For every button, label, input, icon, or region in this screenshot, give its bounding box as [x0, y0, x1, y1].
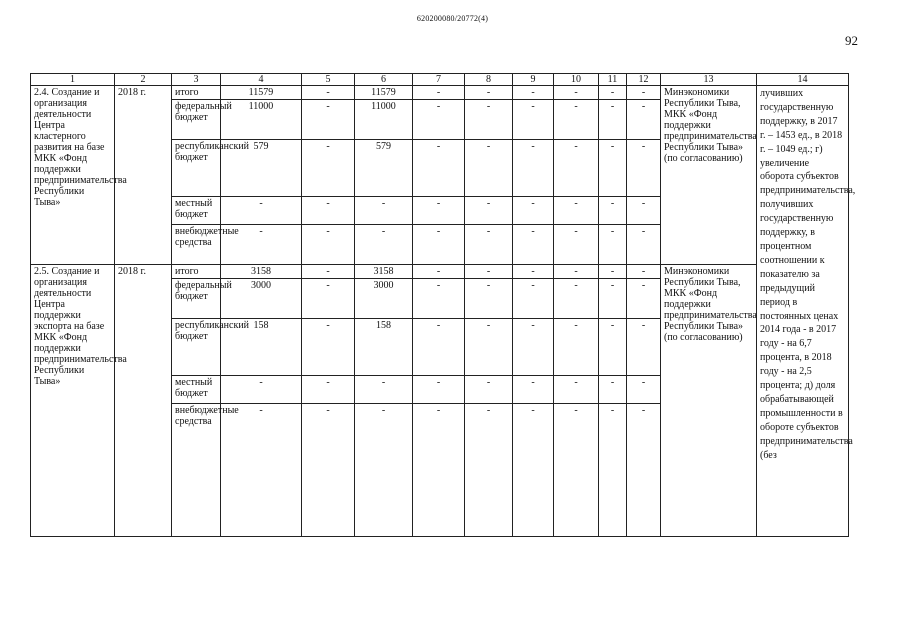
value-cell: - [465, 197, 513, 225]
source-cell: местный бюджет [172, 376, 221, 404]
value-cell: - [413, 100, 465, 140]
source-cell: внебюджетные средства [172, 225, 221, 265]
value-cell: - [413, 279, 465, 319]
value-cell: - [599, 265, 627, 279]
value-cell: - [554, 225, 599, 265]
header-cell: 8 [465, 74, 513, 86]
source-cell: внебюджетные средства [172, 404, 221, 537]
value-cell: - [465, 279, 513, 319]
value-cell: - [554, 140, 599, 197]
value-cell: - [302, 197, 355, 225]
header-cell: 5 [302, 74, 355, 86]
value-cell: - [513, 319, 554, 376]
header-cell: 1 [31, 74, 115, 86]
year-cell: 2018 г. [115, 86, 172, 265]
value-cell: 579 [221, 140, 302, 197]
value-cell: - [599, 140, 627, 197]
value-cell: - [355, 197, 413, 225]
header-cell: 14 [757, 74, 849, 86]
executor-cell: Минэкономики Республики Тыва, МКК «Фонд поддержки предпринимательства Республики Тыва» (по согласованию) [661, 86, 757, 265]
source-cell: федеральный бюджет [172, 100, 221, 140]
value-cell: - [413, 225, 465, 265]
value-cell: - [221, 376, 302, 404]
value-cell: 3000 [221, 279, 302, 319]
source-cell: итого [172, 265, 221, 279]
value-cell: - [302, 376, 355, 404]
value-cell: - [627, 225, 661, 265]
value-cell: - [355, 225, 413, 265]
value-cell: - [627, 376, 661, 404]
value-cell: 11579 [221, 86, 302, 100]
value-cell: - [599, 86, 627, 100]
header-cell: 12 [627, 74, 661, 86]
value-cell: - [554, 319, 599, 376]
program-table [30, 73, 856, 537]
value-cell: - [302, 404, 355, 537]
value-cell: - [302, 265, 355, 279]
header-cell: 10 [554, 74, 599, 86]
value-cell: - [465, 319, 513, 376]
value-cell: - [627, 279, 661, 319]
value-cell: - [413, 86, 465, 100]
value-cell: - [627, 100, 661, 140]
value-cell: - [554, 376, 599, 404]
value-cell: - [302, 279, 355, 319]
value-cell: - [513, 404, 554, 537]
value-cell: - [627, 404, 661, 537]
value-cell: - [355, 404, 413, 537]
value-cell: 3158 [221, 265, 302, 279]
value-cell: 3158 [355, 265, 413, 279]
source-cell: республиканский бюджет [172, 140, 221, 197]
value-cell: - [355, 376, 413, 404]
value-cell: - [302, 140, 355, 197]
executor-cell: Минэкономики Республики Тыва, МКК «Фонд поддержки предпринимательства Республики Тыва» (по согласованию) [661, 265, 757, 537]
value-cell: - [465, 265, 513, 279]
value-cell: - [302, 86, 355, 100]
source-cell: местный бюджет [172, 197, 221, 225]
value-cell: - [513, 100, 554, 140]
value-cell: - [413, 197, 465, 225]
activity-cell: 2.4. Создание и организация деятельности Центра кластерного развития на базе МКК «Фонд поддержки предпринимательства Республики Тыва» [31, 86, 115, 265]
value-cell: - [599, 197, 627, 225]
value-cell: - [513, 86, 554, 100]
header-cell: 3 [172, 74, 221, 86]
table-row [31, 86, 849, 100]
value-cell: - [554, 100, 599, 140]
value-cell: - [413, 265, 465, 279]
value-cell: - [413, 140, 465, 197]
header-cell: 11 [599, 74, 627, 86]
value-cell: - [513, 140, 554, 197]
value-cell: - [599, 225, 627, 265]
value-cell: - [302, 100, 355, 140]
source-cell: федеральный бюджет [172, 279, 221, 319]
value-cell: - [513, 197, 554, 225]
value-cell: - [465, 376, 513, 404]
header-cell: 2 [115, 74, 172, 86]
value-cell: - [513, 265, 554, 279]
value-cell: - [554, 265, 599, 279]
table-row [31, 265, 849, 279]
value-cell: - [513, 225, 554, 265]
value-cell: - [599, 100, 627, 140]
page-number: 92 [845, 33, 858, 48]
value-cell: - [554, 279, 599, 319]
value-cell: - [413, 319, 465, 376]
value-cell: - [221, 404, 302, 537]
value-cell: - [302, 225, 355, 265]
value-cell: 579 [355, 140, 413, 197]
header-cell: 9 [513, 74, 554, 86]
value-cell: - [465, 404, 513, 537]
activity-cell: 2.5. Создание и организация деятельности Центра поддержки экспорта на базе МКК «Фонд поддержки предпринимательства Республики Тыва» [31, 265, 115, 537]
value-cell: - [627, 86, 661, 100]
value-cell: - [627, 197, 661, 225]
value-cell: 3000 [355, 279, 413, 319]
value-cell: - [599, 376, 627, 404]
value-cell: - [599, 319, 627, 376]
value-cell: - [221, 197, 302, 225]
value-cell: - [302, 319, 355, 376]
indicator-text-cell: лучивших государственную поддержку, в 2017 г. – 1453 ед., в 2018 г. – 1049 ед.; г) увеличение оборота субъектов предпринимательства, получивших государственную поддержку, в процентном соотношении к показателю за предыдущий период в постоянных ценах 2014 года - в 2017 году - на 6,7 процента, в 2018 году - на 2,5 процента; д) доля обрабатывающей промышленности в обороте субъектов предпринимательства (без [757, 86, 849, 537]
value-cell: - [554, 404, 599, 537]
value-cell: 158 [355, 319, 413, 376]
value-cell: 158 [221, 319, 302, 376]
header-cell: 6 [355, 74, 413, 86]
value-cell: - [413, 376, 465, 404]
value-cell: - [599, 279, 627, 319]
value-cell: - [465, 100, 513, 140]
header-cell: 13 [661, 74, 757, 86]
value-cell: - [465, 225, 513, 265]
value-cell: - [627, 265, 661, 279]
value-cell: - [221, 225, 302, 265]
value-cell: 11000 [221, 100, 302, 140]
value-cell: - [554, 197, 599, 225]
header-cell: 7 [413, 74, 465, 86]
value-cell: 11000 [355, 100, 413, 140]
value-cell: - [627, 319, 661, 376]
source-cell: итого [172, 86, 221, 100]
value-cell: - [599, 404, 627, 537]
document-code: 620200080/20772(4) [416, 14, 489, 23]
value-cell: 11579 [355, 86, 413, 100]
header-row [31, 74, 849, 86]
value-cell: - [465, 140, 513, 197]
value-cell: - [413, 404, 465, 537]
year-cell: 2018 г. [115, 265, 172, 537]
header-cell: 4 [221, 74, 302, 86]
source-cell: республиканский бюджет [172, 319, 221, 376]
value-cell: - [513, 279, 554, 319]
value-cell: - [465, 86, 513, 100]
value-cell: - [554, 86, 599, 100]
value-cell: - [513, 376, 554, 404]
value-cell: - [627, 140, 661, 197]
